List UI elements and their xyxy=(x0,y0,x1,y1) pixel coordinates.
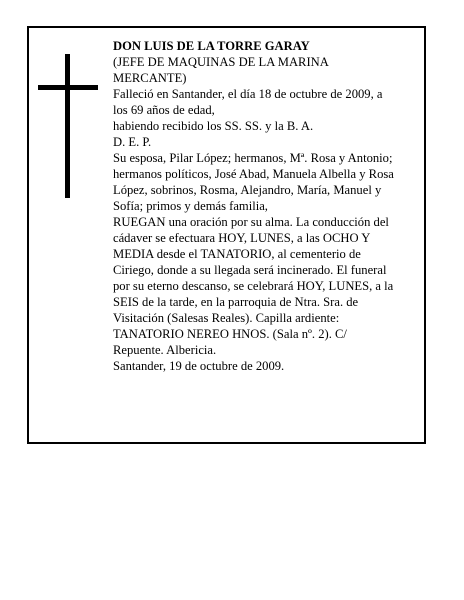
family-line-1: Su esposa, Pilar López; hermanos, Mª. Rosa y Antonio; xyxy=(113,151,393,165)
occupation-line-2: MERCANTE) xyxy=(113,71,187,85)
funeral-line-3: MEDIA desde el TANATORIO, al cementerio de xyxy=(113,247,361,261)
funeral-line-5: por su eterno descanso, se celebrará HOY, LUNES, a la xyxy=(113,279,394,293)
funeral-line-4: Ciriego, donde a su llegada será incinerado. El funeral xyxy=(113,263,387,277)
funeral-line-2: cádaver se efectuara HOY, LUNES, a las OCHO Y xyxy=(113,231,371,245)
obituary-text xyxy=(113,38,423,374)
family-line-4: Sofía; primos y demás familia, xyxy=(113,199,268,213)
place-date-line: Santander, 19 de octubre de 2009. xyxy=(113,359,285,373)
sacraments-line: habiendo recibido los SS. SS. y la B. A. xyxy=(113,119,314,133)
family-line-2: hermanos políticos, José Abad, Manuela Albella y Rosa xyxy=(113,167,394,181)
death-date-line-2: los 69 años de edad, xyxy=(113,103,215,117)
funeral-line-6: SEIS de la tarde, en la parroquia de Ntra. Sra. de xyxy=(113,295,359,309)
death-date-line-1: Falleció en Santander, el día 18 de octubre de 2009, a xyxy=(113,87,383,101)
cross-icon xyxy=(38,54,98,198)
funeral-line-1: RUEGAN una oración por su alma. La conducción del xyxy=(113,215,389,229)
family-line-3: López, sobrinos, Rosma, Alejandro, María, Manuel y xyxy=(113,183,382,197)
deceased-name: DON LUIS DE LA TORRE GARAY xyxy=(113,39,310,53)
funeral-line-7: Visitación (Salesas Reales). Capilla ardiente: xyxy=(113,311,340,325)
rip-line: D. E. P. xyxy=(113,135,152,149)
funeral-line-8: TANATORIO NEREO HNOS. (Sala nº. 2). C/ xyxy=(113,327,347,341)
cross-horizontal-bar xyxy=(38,85,98,90)
cross-vertical-bar xyxy=(65,54,70,198)
funeral-line-9: Repuente. Albericia. xyxy=(113,343,217,357)
occupation-line-1: (JEFE DE MAQUINAS DE LA MARINA xyxy=(113,55,329,69)
